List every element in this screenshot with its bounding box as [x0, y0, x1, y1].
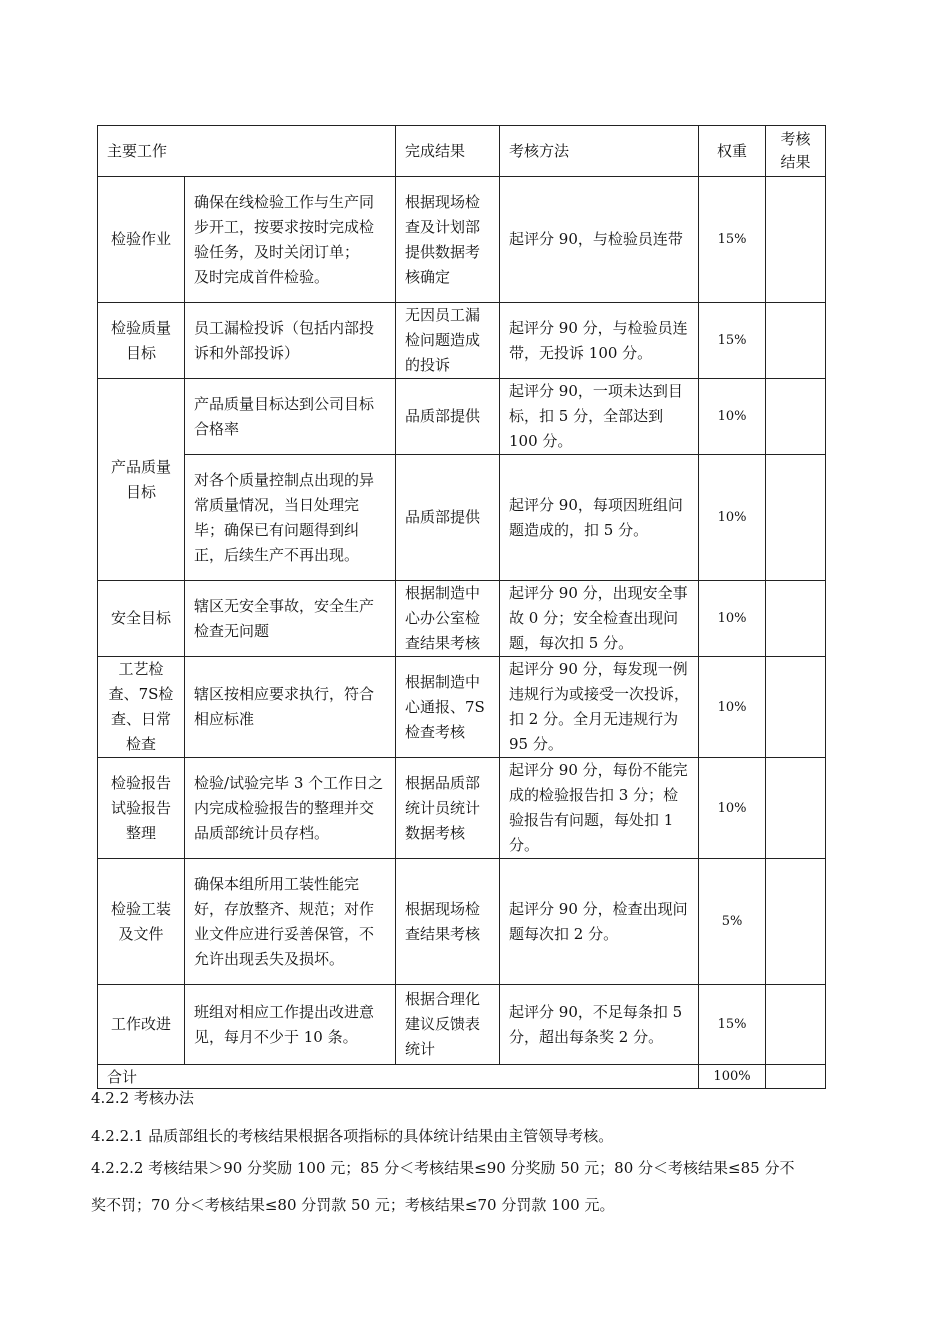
table-row	[98, 177, 826, 303]
paragraph-4-2-2-2-line1: 4.2.2.2 考核结果＞90 分奖励 100 元；85 分＜考核结果≤90 分奖励 50 元；80 分＜考核结果≤85 分不	[91, 1159, 795, 1177]
row-category: 检验质量目标	[98, 303, 185, 379]
row-content: 辖区无安全事故，安全生产检查无问题	[185, 581, 396, 657]
paragraph-4-2-2-1: 4.2.2.1 品质部组长的考核结果根据各项指标的具体统计结果由主管领导考核。	[91, 1127, 614, 1145]
total-assessment-cell	[766, 1065, 826, 1089]
row-method: 起评分 90，每项因班组问题造成的，扣 5 分。	[500, 455, 699, 581]
row-result: 品质部提供	[396, 379, 500, 455]
row-weight: 10%	[699, 758, 766, 859]
row-assessment-cell	[766, 657, 826, 758]
row-weight: 10%	[699, 581, 766, 657]
row-result: 根据现场检查结果考核	[396, 859, 500, 985]
row-method: 起评分 90 分，检查出现问题每次扣 2 分。	[500, 859, 699, 985]
total-weight: 100%	[699, 1065, 766, 1089]
table-row	[98, 859, 826, 985]
row-method: 起评分 90，与检验员连带	[500, 177, 699, 303]
row-category: 工作改进	[98, 985, 185, 1065]
row-method: 起评分 90 分，出现安全事故 0 分；安全检查出现问题，每次扣 5 分。	[500, 581, 699, 657]
row-content: 检验/试验完毕 3 个工作日之内完成检验报告的整理并交品质部统计员存档。	[185, 758, 396, 859]
row-assessment-cell	[766, 758, 826, 859]
header-assessment: 考核 结果	[766, 126, 826, 177]
row-weight: 10%	[699, 455, 766, 581]
header-main-work: 主要工作	[98, 126, 396, 177]
row-content: 辖区按相应要求执行，符合相应标准	[185, 657, 396, 758]
row-weight: 10%	[699, 379, 766, 455]
total-row	[98, 1065, 826, 1089]
header-method: 考核方法	[500, 126, 699, 177]
row-content: 对各个质量控制点出现的异常质量情况，当日处理完毕；确保已有问题得到纠正，后续生产不再出现。	[185, 455, 396, 581]
row-method: 起评分 90，一项未达到目标，扣 5 分，全部达到 100 分。	[500, 379, 699, 455]
row-content: 确保本组所用工装性能完好，存放整齐、规范；对作业文件应进行妥善保管，不允许出现丢失及损坏。	[185, 859, 396, 985]
row-method: 起评分 90 分，每份不能完成的检验报告扣 3 分；检验报告有问题，每处扣 1 分。	[500, 758, 699, 859]
header-weight: 权重	[699, 126, 766, 177]
row-category: 检验作业	[98, 177, 185, 303]
row-category: 检验报告试验报告整理	[98, 758, 185, 859]
table-row	[98, 455, 826, 581]
row-method: 起评分 90，不足每条扣 5 分，超出每条奖 2 分。	[500, 985, 699, 1065]
row-result: 根据制造中心通报、7S检查考核	[396, 657, 500, 758]
row-result: 根据现场检查及计划部提供数据考核确定	[396, 177, 500, 303]
row-method: 起评分 90 分，与检验员连带，无投诉 100 分。	[500, 303, 699, 379]
row-result: 根据制造中心办公室检查结果考核	[396, 581, 500, 657]
row-category: 工艺检查、7S检查、日常检查	[98, 657, 185, 758]
row-assessment-cell	[766, 303, 826, 379]
table-row	[98, 758, 826, 859]
header-result: 完成结果	[396, 126, 500, 177]
row-content: 产品质量目标达到公司目标合格率	[185, 379, 396, 455]
table-header-row	[98, 126, 826, 177]
table-row	[98, 581, 826, 657]
row-assessment-cell	[766, 581, 826, 657]
row-assessment-cell	[766, 379, 826, 455]
row-weight: 15%	[699, 303, 766, 379]
paragraph-4-2-2-2-line2: 奖不罚；70 分＜考核结果≤80 分罚款 50 元；考核结果≤70 分罚款 100 元。	[91, 1196, 615, 1214]
row-assessment-cell	[766, 859, 826, 985]
row-category: 产品质量目标	[98, 379, 185, 581]
row-weight: 5%	[699, 859, 766, 985]
table-row	[98, 657, 826, 758]
row-category: 检验工装及文件	[98, 859, 185, 985]
table-row	[98, 303, 826, 379]
total-label: 合计	[98, 1065, 699, 1089]
row-weight: 10%	[699, 657, 766, 758]
row-method: 起评分 90 分，每发现一例违规行为或接受一次投诉，扣 2 分。全月无违规行为 95 分。	[500, 657, 699, 758]
row-assessment-cell	[766, 177, 826, 303]
row-assessment-cell	[766, 985, 826, 1065]
row-result: 根据合理化建议反馈表统计	[396, 985, 500, 1065]
row-result: 无因员工漏检问题造成的投诉	[396, 303, 500, 379]
row-weight: 15%	[699, 177, 766, 303]
row-assessment-cell	[766, 455, 826, 581]
row-content: 班组对相应工作提出改进意见，每月不少于 10 条。	[185, 985, 396, 1065]
row-result: 品质部提供	[396, 455, 500, 581]
section-heading: 4.2.2 考核办法	[91, 1089, 194, 1107]
row-content: 员工漏检投诉（包括内部投诉和外部投诉）	[185, 303, 396, 379]
row-result: 根据品质部统计员统计数据考核	[396, 758, 500, 859]
row-category: 安全目标	[98, 581, 185, 657]
assessment-table	[97, 125, 826, 1089]
table-row	[98, 985, 826, 1065]
row-content: 确保在线检验工作与生产同步开工，按要求按时完成检验任务，及时关闭订单； 及时完成首件检验。	[185, 177, 396, 303]
table-row	[98, 379, 826, 455]
row-weight: 15%	[699, 985, 766, 1065]
